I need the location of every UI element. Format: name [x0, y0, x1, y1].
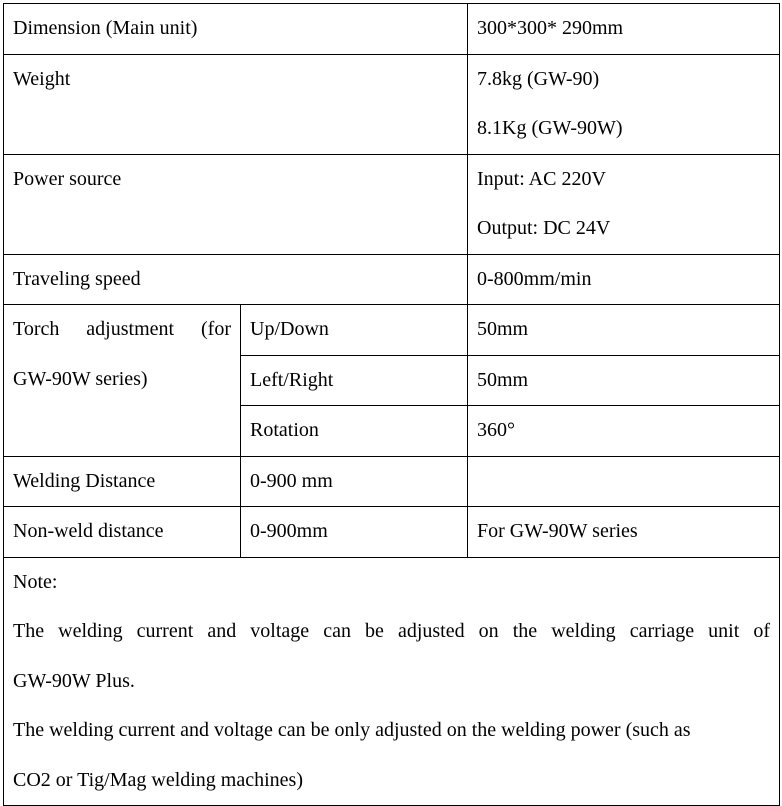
welding-distance-value: 0-900 mm [241, 456, 468, 507]
note-p1-line2: GW-90W Plus. [13, 669, 135, 692]
speed-value: 0-800mm/min [468, 254, 780, 305]
power-label: Power source [4, 154, 468, 254]
weight-value-gw90: 7.8kg (GW-90) [477, 67, 600, 90]
nonweld-distance-value: 0-900mm [241, 507, 468, 558]
power-output: Output: DC 24V [477, 217, 611, 239]
spec-table [3, 3, 780, 806]
nonweld-distance-note: For GW-90W series [468, 507, 780, 558]
row-note [4, 557, 780, 806]
speed-label: Traveling speed [4, 254, 468, 305]
note-p1-line1: The welding current and voltage can be adjusted on the welding carriage unit of [13, 620, 770, 642]
dimension-value: 300*300* 290mm [468, 4, 780, 55]
welding-distance-label: Welding Distance [4, 456, 241, 507]
row-weight [4, 54, 780, 154]
torch-leftright-name: Left/Right [241, 355, 468, 406]
torch-label-line2: GW-90W series) [13, 367, 148, 390]
weight-values [468, 54, 780, 154]
torch-rotation-value: 360° [468, 406, 780, 457]
torch-label [4, 305, 241, 457]
power-values [468, 154, 780, 254]
note-p2-line2: CO2 or Tig/Mag welding machines) [13, 768, 303, 791]
torch-rotation-name: Rotation [241, 406, 468, 457]
row-welding-distance [4, 456, 780, 507]
row-torch-updown [4, 305, 780, 356]
note-title: Note: [13, 570, 58, 593]
row-speed [4, 254, 780, 305]
torch-updown-value: 50mm [468, 305, 780, 356]
torch-updown-name: Up/Down [241, 305, 468, 356]
torch-label-line1: Torch adjustment (for [13, 318, 231, 340]
note-cell [4, 557, 780, 806]
row-power [4, 154, 780, 254]
welding-distance-note [468, 456, 780, 507]
weight-value-gw90w: 8.1Kg (GW-90W) [477, 117, 623, 139]
row-dimension [4, 4, 780, 55]
note-p2-line1: The welding current and voltage can be only adjusted on the welding power (such as [13, 719, 691, 741]
row-nonweld-distance [4, 507, 780, 558]
nonweld-distance-label: Non-weld distance [4, 507, 241, 558]
weight-label: Weight [4, 54, 468, 154]
torch-leftright-value: 50mm [468, 355, 780, 406]
power-input: Input: AC 220V [477, 167, 606, 190]
dimension-label: Dimension (Main unit) [4, 4, 468, 55]
